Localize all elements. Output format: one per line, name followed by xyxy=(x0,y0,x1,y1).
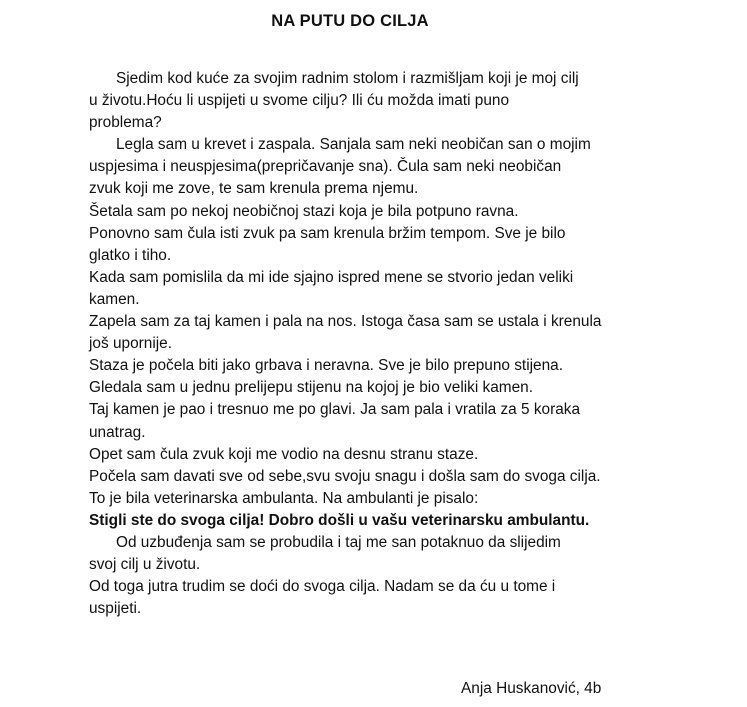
essay-line: u životu.Hoću li uspijeti u svome cilju? Ili ću možda imati puno xyxy=(89,92,510,110)
essay-line: Kada sam pomislila da mi ide sjajno ispred mene se stvorio jedan veliki xyxy=(89,268,574,286)
essay-line: Gledala sam u jednu prelijepu stijenu na kojoj je bio veliki kamen. xyxy=(89,379,534,397)
essay-line: Od uzbuđenja sam se probudila i taj me san potaknuo da slijedim xyxy=(116,533,561,551)
essay-line: unatrag. xyxy=(89,423,146,441)
essay-line: problema? xyxy=(89,114,162,132)
essay-line: Legla sam u krevet i zaspala. Sanjala sam neki neobičan san o mojim xyxy=(116,136,591,154)
essay-line: Sjedim kod kuće za svojim radnim stolom i razmišljam koji je moj cilj xyxy=(116,70,579,87)
essay-line: Ponovno sam čula isti zvuk pa sam krenula bržim tempom. Sve je bilo xyxy=(89,224,566,242)
document-title: NA PUTU DO CILJA xyxy=(271,12,429,30)
essay-line: uspjesima i neuspjesima(prepričavanje sna). Čula sam neki neobičan xyxy=(89,158,562,176)
essay-line: To je bila veterinarska ambulanta. Na ambulanti je pisalo: xyxy=(89,489,479,507)
essay-line: uspijeti. xyxy=(89,600,142,618)
author-signature: Anja Huskanović, 4b xyxy=(461,680,602,697)
essay-line: Taj kamen je pao i tresnuo me po glavi. Ja sam pala i vratila za 5 koraka xyxy=(89,401,581,419)
essay-line: Zapela sam za taj kamen i pala na nos. Istoga časa sam se ustala i krenula xyxy=(89,313,602,331)
essay-line: Od toga jutra trudim se doći do svoga cilja. Nadam se da ću u tome i xyxy=(89,578,556,596)
essay-line: Staza je počela biti jako grbava i neravna. Sve je bilo prepuno stijena. xyxy=(89,357,563,375)
essay-body xyxy=(89,68,649,620)
essay-line: Šetala sam po nekoj neobičnoj stazi koja je bila potpuno ravna. xyxy=(89,202,519,220)
essay-line: još upornije. xyxy=(89,335,172,353)
essay-line: Opet sam čula zvuk koji me vodio na desnu stranu staze. xyxy=(89,445,479,463)
essay-line: Počela sam davati sve od sebe,svu svoju snagu i došla sam do svoga cilja. xyxy=(89,467,601,485)
essay-line: kamen. xyxy=(89,290,140,308)
essay-line-emphasis: Stigli ste do svoga cilja! Dobro došli u vašu veterinarsku ambulantu. xyxy=(89,511,590,529)
essay-line: zvuk koji me zove, te sam krenula prema njemu. xyxy=(89,180,419,198)
essay-line: glatko i tiho. xyxy=(89,246,172,264)
essay-line: svoj cilj u životu. xyxy=(89,556,201,574)
